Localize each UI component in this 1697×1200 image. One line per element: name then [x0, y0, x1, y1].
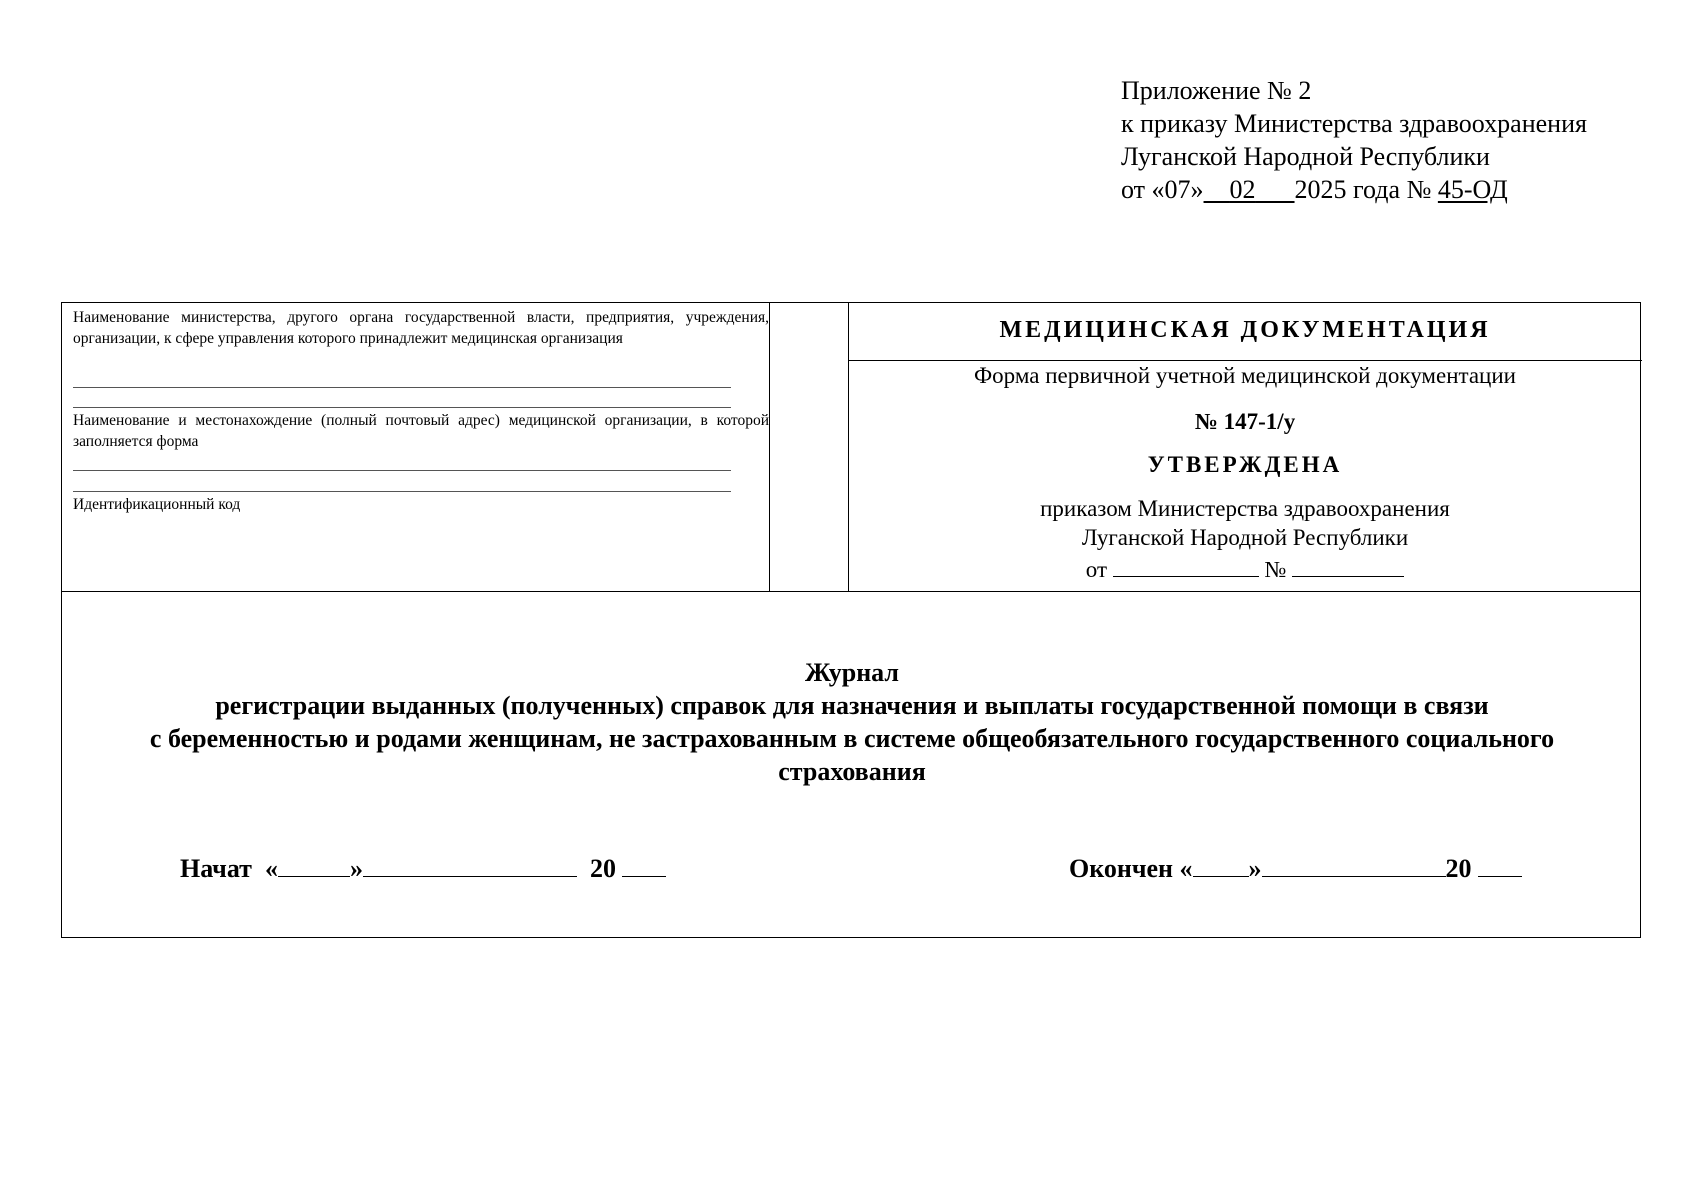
- approved-date-blank[interactable]: [1113, 552, 1259, 577]
- appendix-order-ref: к приказу Министерства здравоохранения: [1121, 109, 1587, 138]
- approved-number-blank[interactable]: [1292, 552, 1404, 577]
- approved-by: [848, 494, 1642, 584]
- approved-date-line: [848, 552, 1642, 584]
- approved-by-line1: приказом Министерства здравоохранения: [1040, 496, 1450, 521]
- form-type-line: Форма первичной учетной медицинской документации: [974, 363, 1516, 388]
- finished-century: 20: [1445, 854, 1472, 883]
- org-fill-line-2[interactable]: [73, 491, 731, 492]
- ministry-fill-line[interactable]: [73, 387, 731, 388]
- finished-open-quote: «: [1179, 854, 1193, 883]
- started-century: 20: [589, 854, 616, 883]
- started-open-quote: «: [264, 854, 278, 883]
- appendix-date-line: [1121, 173, 1587, 206]
- finished-label: Окончен: [1069, 854, 1174, 883]
- finished-day-blank[interactable]: [1193, 852, 1249, 877]
- appendix-order-number: 45-ОД: [1437, 175, 1508, 204]
- id-code-label: Идентификационный код: [73, 496, 241, 513]
- started-label: Начат: [180, 854, 252, 883]
- finished-year-blank[interactable]: [1478, 852, 1522, 877]
- appendix-year: 2025 года №: [1294, 175, 1432, 204]
- approved-by-line2: Луганской Народной Республики: [1081, 525, 1409, 550]
- started-close-quote: »: [349, 854, 363, 883]
- header-divider-left: [769, 303, 770, 591]
- appendix-number: Приложение № 2: [1121, 76, 1312, 105]
- appendix-republic: Луганской Народной Республики: [1121, 142, 1490, 171]
- journal-subtitle-line2: с беременностью и родами женщинам, не застрахованным в системе общеобязательного государственного социального: [149, 724, 1555, 753]
- ministry-fill-line-2[interactable]: [73, 407, 731, 408]
- approved-label: УТВЕРЖДЕНА: [1147, 452, 1343, 477]
- appendix-month: [1204, 175, 1295, 204]
- title-underline: [848, 360, 1642, 361]
- started-month-blank[interactable]: [363, 852, 577, 877]
- finished-close-quote: »: [1248, 854, 1262, 883]
- appendix-date-prefix: от «07»: [1121, 175, 1204, 204]
- org-fill-line[interactable]: [73, 470, 731, 471]
- header-bottom-border: [62, 591, 1640, 592]
- started-day-blank[interactable]: [278, 852, 350, 877]
- journal-subtitle-line3: страхования: [778, 757, 926, 786]
- finished-month-blank[interactable]: [1262, 852, 1446, 877]
- journal-title-block: [62, 656, 1642, 788]
- started-date: [180, 852, 666, 884]
- appendix-month-value: 02: [1229, 175, 1256, 204]
- started-year-blank[interactable]: [622, 852, 666, 877]
- ministry-label: Наименование министерства, другого органа государственной власти, предприятия, учреждения, организации, к сфере управления которого принадлежит медицинская организация: [73, 309, 769, 347]
- form-number: № 147-1/у: [1194, 409, 1296, 434]
- medical-documentation-title: МЕДИЦИНСКАЯ ДОКУМЕНТАЦИЯ: [999, 317, 1491, 343]
- journal-title: Журнал: [805, 658, 899, 687]
- org-name-label: Наименование и местонахождение (полный почтовый адрес) медицинской организации, в которой заполняется форма: [73, 412, 769, 450]
- appendix-header: [1121, 74, 1587, 206]
- form-frame: [61, 302, 1641, 938]
- approved-number-label: №: [1264, 557, 1287, 582]
- approved-from-label: от: [1085, 557, 1108, 582]
- finished-date: [1069, 852, 1522, 884]
- journal-subtitle-line1: регистрации выданных (полученных) справок для назначения и выплаты государственной помощи в связи: [215, 691, 1489, 720]
